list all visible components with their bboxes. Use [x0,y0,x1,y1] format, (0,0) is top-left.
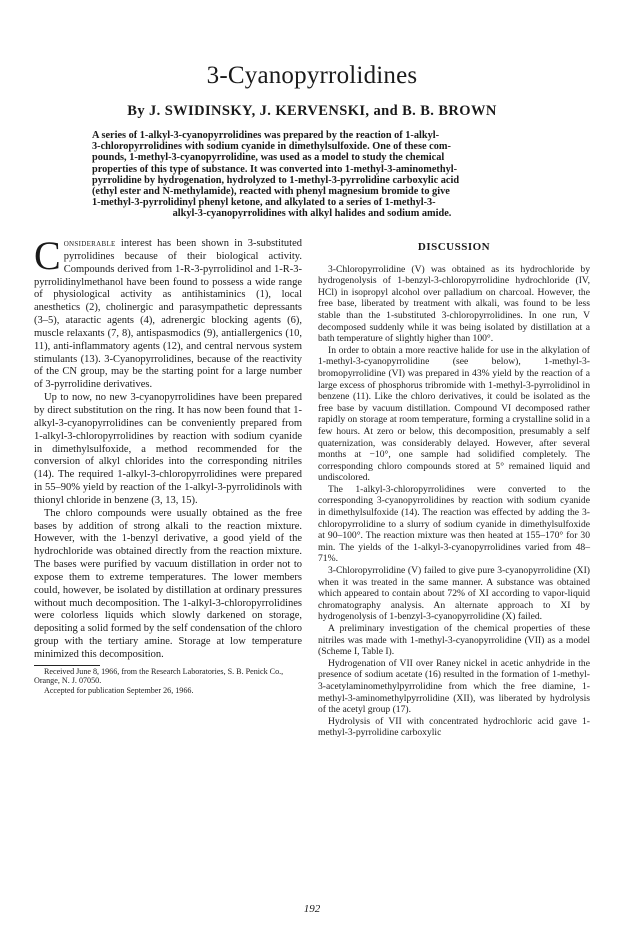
body-paragraph: Hydrolysis of VII with concentrated hydrochloric acid gave 1-methyl-3-pyrrolidine carboxylic [318,715,590,739]
accepted-footnote: Accepted for publication September 26, 1966. [44,685,194,695]
abstract-line: pounds, 1-methyl-3-cyanopyrrolidine, was used as a model to study the chemical [92,152,445,164]
footnote-divider [34,665,100,666]
abstract-line: (ethyl ester and N-methylamide), reacted with phenyl magnesium bromide to give [92,186,450,198]
page-number: 192 [303,903,321,915]
right-column [318,238,590,739]
abstract-line: 3-chloropyrrolidines with sodium cyanide in dimethylsulfoxide. One of these com- [92,141,451,153]
abstract-line: A series of 1-alkyl-3-cyanopyrrolidines was prepared by the reaction of 1-alkyl- [92,130,440,141]
discussion-heading: DISCUSSION [417,241,491,253]
body-paragraph: The chloro compounds were usually obtained as the free bases by addition of strong alkali to the reaction mixture. However, with the 1-benzyl derivative, a good yield of the hydrochloride was obtained directly from the reaction mixture. The bases were purified by vacuum distillation in order not to expose them to extreme temperatures. The lower members could, however, be isolated by distillation at ordinary pressures without much decomposition. The 1-alkyl-3-chloropyrrolidines were colorless liquids which slowly darkened on storage, depositing a solid formed by the self condensation of the chloro group with the tertiary amine. Storage at low temperature minimized this decomposition. [34,507,302,660]
body-paragraph: A preliminary investigation of the chemical properties of these nitriles was made with 1-methyl-3-cyanopyrrolidine (VII) as a model (Scheme I, Table I). [318,623,590,658]
intro-paragraph [34,233,302,392]
article-title: 3-Cyanopyrrolidines [206,62,418,89]
body-paragraph: In order to obtain a more reactive halide for use in the alkylation of 1-methyl-3-cyanopyrrolidine (see below), 1-methyl-3-bromopyrrolidine (VI) was prepared in 43% yield by the reaction of a large excess of phosphorus tribromide with 1-methyl-3-pyrrolidinol in benzene (11). Like the chloro derivatives, it could be isolated as the free base by vacuum distillation. Compound VI decomposed rather rapidly on storage at room temperature, forming a crystalline solid in a few hours. At zero or below, this decomposition, presumably a self quaternization, was considerably delayed. However, after several months at −10°, one sample had solidified completely. The corresponding chloro compounds stored at 5° remained liquid and undiscolored. [318,344,590,484]
abstract-line: alkyl-3-cyanopyrrolidines with alkyl halides and sodium amide. [172,208,452,220]
drop-cap: C [34,233,61,278]
body-paragraph: Up to now, no new 3-cyanopyrrolidines have been prepared by direct substitution on the ring. It has now been found that 1-alkyl-3-cyanopyrrolidines can be conveniently prepared from 1-alkyl-3-chloropyrrolidines by reaction with sodium cyanide in dimethylsulfoxide, a method recommended for the conversion of alkyl chlorides into the corresponding nitriles (14). The required 1-alkyl-3-chloropyrrolidines were prepared in 55–90% yield by reaction of the 1-alkyl-3-pyrrolidinols with thionyl chloride in benzene (3, 13, 15). [34,392,302,506]
intro-text: interest has been shown in 3-substituted pyrrolidines because of their biological activity. Compounds derived from 1-R-3-pyrrolidinol and 1-R-3-pyrrolidinylmethanol have been found to possess a wide range of physiological activity as antihistaminics (1), local anesthetics (2), cholinergic and parasympathetic depressants (3–5), ataractic agents (4), adrenergic blocking agents (6), muscle relaxants (7, 8), antispasmodics (9), antiallergenics (10, 11), anti-inflammatory agents (12), and central nervous system stimulants (13). 3-Cyanopyrrolidines, because of the reactivity of the CN group, may be the starting point for a large number of 3-pyrrolidine derivatives. [34,238,302,391]
lead-smallcaps: onsiderable [63,238,116,249]
left-column [34,233,302,695]
body-paragraph: Hydrogenation of VII over Raney nickel in acetic anhydride in the presence of sodium acetate (16) resulted in the formation of 1-methyl-3-acetylaminomethylpyrrolidine from which the free diamine, 1-methyl-3-aminomethylpyrrolidine (XII), was liberated by hydrolysis of the acetyl group (17). [318,657,590,716]
abstract [92,130,532,220]
author-line: By J. SWIDINSKY, J. KERVENSKI, and B. B. BROWN [127,103,497,119]
body-paragraph: 3-Chloropyrrolidine (V) failed to give pure 3-cyanopyrrolidine (XI) when it was treated in the same manner. A substance was obtained which appeared to contain about 72% of XI according to vapor-liquid chromatography analysis. An alternate approach to XI by hydrogenolysis of 1-benzyl-3-cyanopyrrolidine (X) failed. [318,565,590,623]
abstract-line: properties of this type of substance. It was converted into 1-methyl-3-aminomethyl- [92,163,458,175]
received-footnote: Received June 8, 1966, from the Research Laboratories, S. B. Penick Co., Orange, N. J. 07050. [34,666,284,686]
abstract-line: 1-methyl-3-pyrrolidinyl phenyl ketone, and alkylated to a series of 1-methyl-3- [92,197,436,209]
abstract-line: pyrrolidine by hydrogenation, hydrolyzed to 1-methyl-3-pyrrolidine carboxylic acid [92,174,460,186]
body-paragraph: The 1-alkyl-3-chloropyrrolidines were converted to the corresponding 3-cyanopyrrolidines by reaction with sodium cyanide in dimethylsulfoxide (14). The reaction was effected by adding the 3-chloropyrrolidine to a slurry of sodium cyanide in dimethylsulfoxide at 90–100°. The reaction mixture was then heated at 155–170° for 30 min. The yields of the 1-alkyl-3-cyanopyrrolidines varied from 48–71%. [318,483,590,565]
body-paragraph: 3-Chloropyrrolidine (V) was obtained as its hydrochloride by hydrogenolysis of 1-benzyl-3-chloropyrrolidine hydrochloride (IV, HCl) in isopropyl alcohol over palladium on charcoal. However, the free base, liberated by treatment with alkali, was found to be less stable than the 1-substituted 3-chloropyrrolidines. In one run, V decomposed suddenly while it was being isolated by distillation at a bath temperature of slightly higher than 100°. [318,263,590,345]
